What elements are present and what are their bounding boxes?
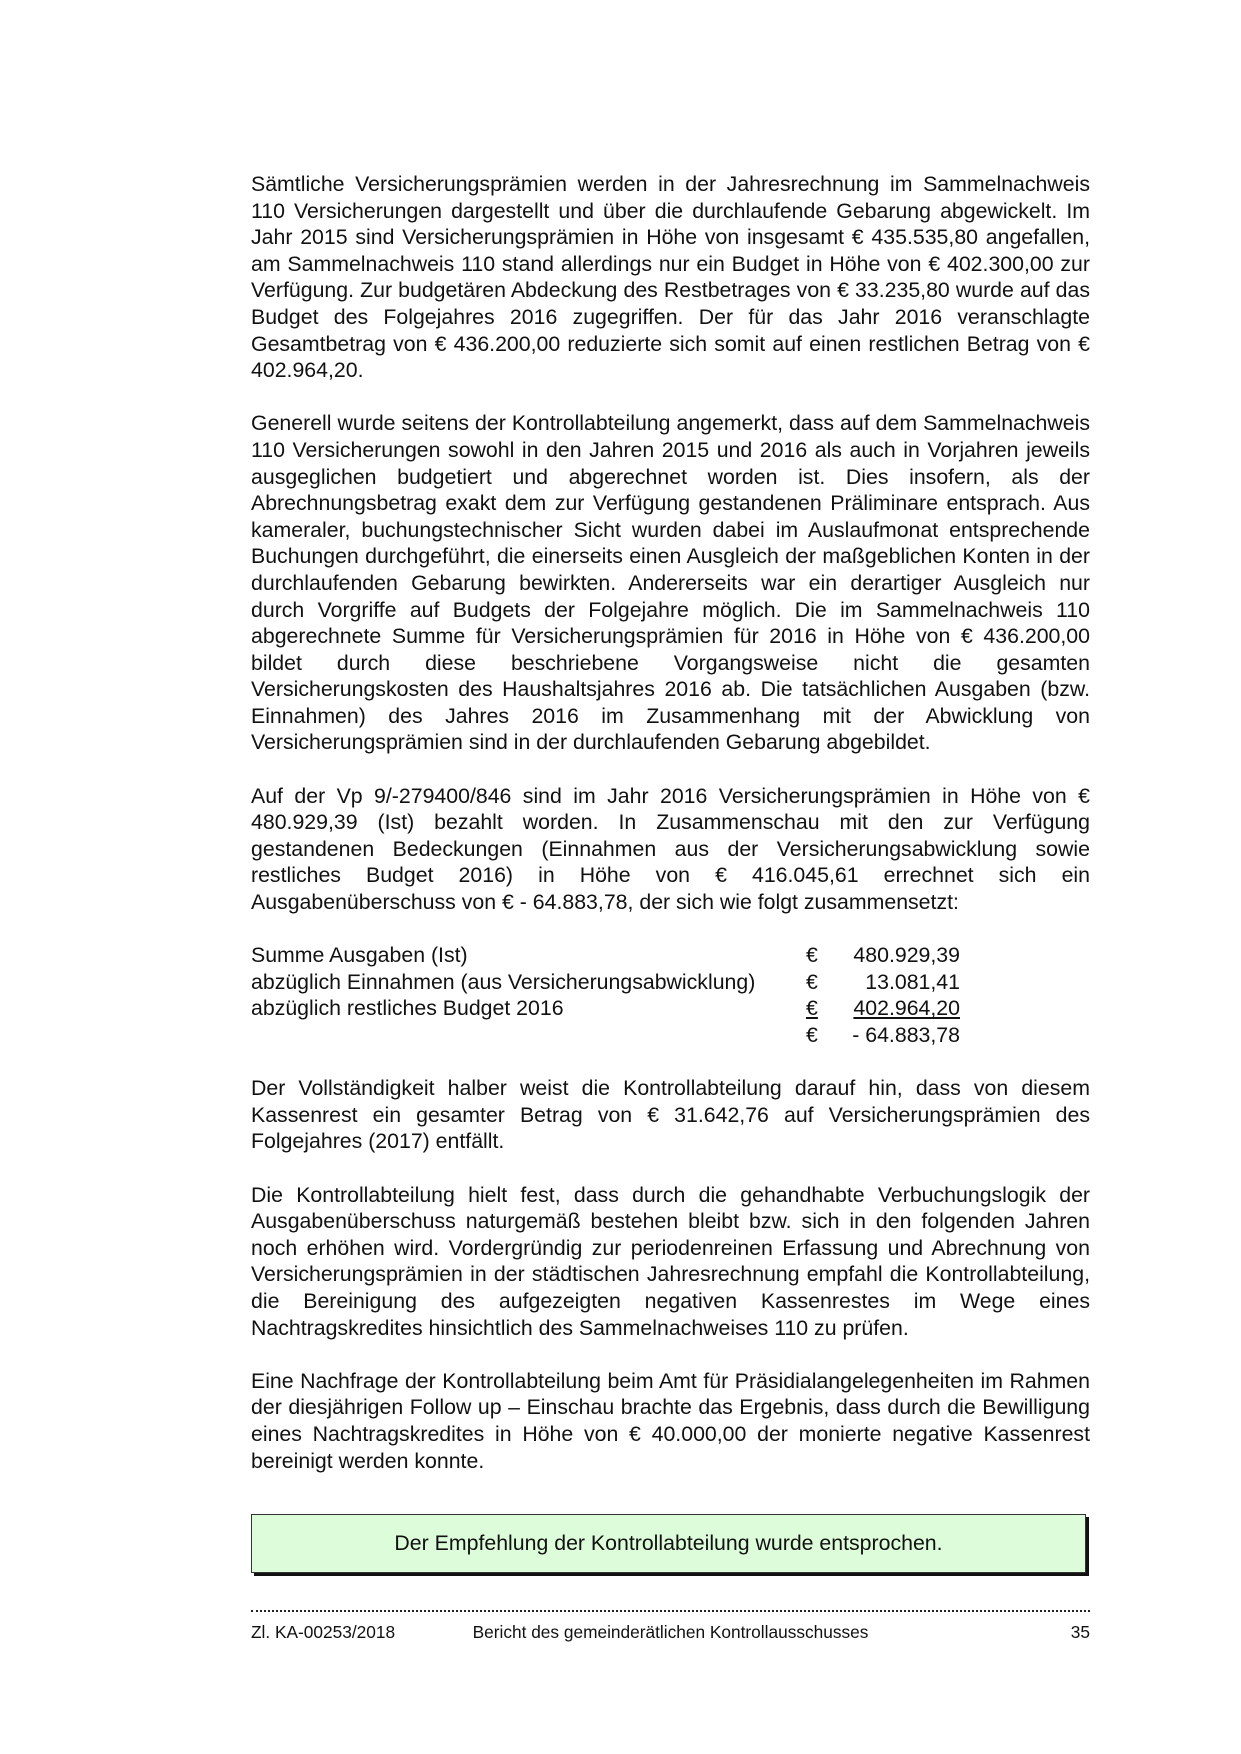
paragraph-completeness: Der Vollständigkeit halber weist die Kontrollabteilung darauf hin, dass von diesem Kassenrest ein gesamter Betrag von € 31.642,76 auf Versicherungsprämien des Folgejahres (2017) entfällt. (251, 1076, 1090, 1154)
calculation-row (251, 969, 960, 996)
calculation-total-amount: - 64.883,78 (852, 1023, 960, 1047)
footer-title: Bericht des gemeinderätlichen Kontrollausschusses (472, 1622, 869, 1642)
document-body (251, 171, 1090, 1501)
calculation-currency: € (806, 996, 818, 1021)
page-footer (251, 1621, 1090, 1643)
calculation-currency: € (806, 969, 818, 994)
calculation-amount: 402.964,20 (853, 996, 960, 1021)
conclusion-box (251, 1514, 1086, 1573)
calculation-amount: 13.081,41 (865, 969, 960, 994)
page-number: 35 (1070, 1622, 1090, 1642)
conclusion-text: Der Empfehlung der Kontrollabteilung wurde entsprochen. (394, 1531, 943, 1555)
calculation-label: abzüglich Einnahmen (aus Versicherungsabwicklung) (251, 969, 756, 994)
calculation-currency: € (806, 943, 818, 968)
calculation-row (251, 942, 960, 969)
calculation-label-empty (251, 1022, 806, 1049)
calculation-total-currency: € (806, 1023, 818, 1047)
calculation-label: Summe Ausgaben (Ist) (251, 943, 468, 968)
calculation-row (251, 995, 960, 1022)
calculation-table (251, 942, 960, 1048)
paragraph-recommendation: Die Kontrollabteilung hielt fest, dass durch die gehandhabte Verbuchungslogik der Ausgabenüberschuss naturgemäß bestehen bleibt bzw. sich in den folgenden Jahren noch erhöhen wird. Vordergründig zur periodenreinen Erfassung und Abrechnung von Versicherungsprämien in der städtischen Jahresrechnung empfahl die Kontrollabteilung, die Bereinigung des aufgezeigten negativen Kassenrestes im Wege eines Nachtragskredites hinsichtlich des Sammelnachweises 110 zu prüfen. (251, 1182, 1090, 1340)
footer-divider (251, 1610, 1090, 1612)
paragraph-general-remark: Generell wurde seitens der Kontrollabteilung angemerkt, dass auf dem Sammelnachweis 110 Versicherungen sowohl in den Jahren 2015 und 2016 als auch in Vorjahren jeweils ausgeglichen budgetiert und abgerechnet worden ist. Dies insofern, als der Abrechnungsbetrag exakt dem zur Verfügung gestandenen Präliminare entsprach. Aus kameraler, buchungstechnischer Sicht wurden dabei im Auslaufmonat entsprechende Buchungen durchgeführt, die einerseits einen Ausgleich der maßgeblichen Konten in der durchlaufenden Gebarung bewirkten. Andererseits war ein derartiger Ausgleich nur durch Vorgriffe auf Budgets der Folgejahre möglich. Die im Sammelnachweis 110 abgerechnete Summe für Versicherungsprämien für 2016 in Höhe von € 436.200,00 bildet durch diese beschriebene Vorgangsweise nicht die gesamten Versicherungskosten des Haushaltsjahres 2016 ab. Die tatsächlichen Ausgaben (bzw. Einnahmen) des Jahres 2016 im Zusammenhang mit der Abwicklung von Versicherungsprämien sind in der durchlaufenden Gebarung abgebildet. (251, 411, 1090, 755)
paragraph-insurance-premiums: Sämtliche Versicherungsprämien werden in der Jahresrechnung im Sammelnachweis 110 Versicherungen dargestellt und über die durchlaufende Gebarung abgewickelt. Im Jahr 2015 sind Versicherungsprämien in Höhe von insgesamt € 435.535,80 angefallen, am Sammelnachweis 110 stand allerdings nur ein Budget in Höhe von € 402.300,00 zur Verfügung. Zur budgetären Abdeckung des Restbetrages von € 33.235,80 wurde auf das Budget des Folgejahres 2016 zugegriffen. Der für das Jahr 2016 veranschlagte Gesamtbetrag von € 436.200,00 reduzierte sich somit auf einen restlichen Betrag von € 402.964,20. (251, 172, 1090, 383)
calculation-total-row (251, 1022, 960, 1049)
calculation-amount: 480.929,39 (853, 943, 960, 968)
footer-reference: Zl. KA-00253/2018 (251, 1622, 396, 1642)
paragraph-vp-expenses: Auf der Vp 9/-279400/846 sind im Jahr 2016 Versicherungsprämien in Höhe von € 480.929,39 (Ist) bezahlt worden. In Zusammenschau mit den zur Verfügung gestandenen Bedeckungen (Einnahmen aus der Versicherungsabwicklung sowie restliches Budget 2016) in Höhe von € 416.045,61 errechnet sich ein Ausgabenüberschuss von € - 64.883,78, der sich wie folgt zusammensetzt: (251, 783, 1090, 915)
paragraph-follow-up: Eine Nachfrage der Kontrollabteilung beim Amt für Präsidialangelegenheiten im Rahmen der diesjährigen Follow up – Einschau brachte das Ergebnis, dass durch die Bewilligung eines Nachtragskredites in Höhe von € 40.000,00 der monierte negative Kassenrest bereinigt werden konnte. (251, 1368, 1090, 1473)
calculation-label: abzüglich restliches Budget 2016 (251, 996, 564, 1021)
